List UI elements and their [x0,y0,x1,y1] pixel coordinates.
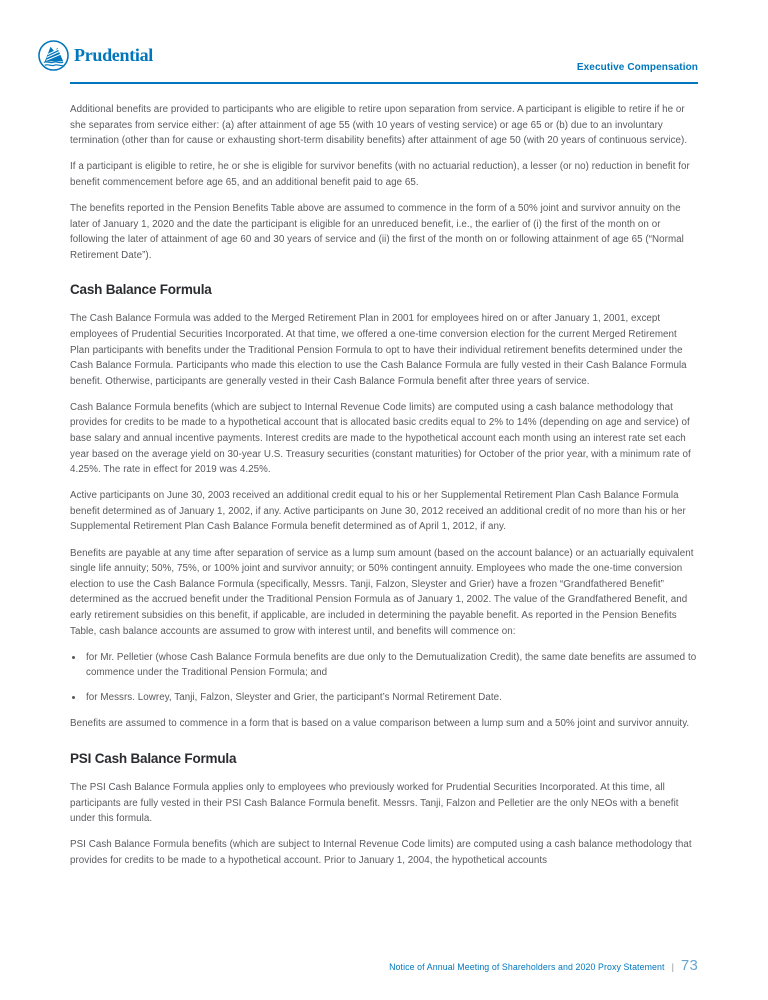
paragraph: The Cash Balance Formula was added to the Merged Retirement Plan in 2001 for employees hired on or after January 1, 2001, except employees of Prudential Securities Incorporated. At that time, we offered a one-time conversion election for the current Merged Retirement Plan participants with benefits under the Traditional Pension Formula to opt to have their individual retirement benefits determined under the Cash Balance Formula. Participants who made this election to use the Cash Balance Formula are fully vested in their Cash Balance Formula benefit. Otherwise, participants are generally vested in their Cash Balance Formula benefit after three years of service. [70,313,687,387]
paragraph: If a participant is eligible to retire, he or she is eligible for survivor benefits (with no actuarial reduction), a lesser (or no) reduction in benefit for benefit commencement before age 65, and an additional benefit paid to age 65. [70,161,690,188]
section-heading-psi-cash-balance-formula: PSI Cash Balance Formula [70,751,237,766]
prudential-rock-logo-icon [38,40,69,71]
paragraph: Cash Balance Formula benefits (which are subject to Internal Revenue Code limits) are computed using a cash balance methodology that provides for credits to be made to a hypothetical account that is allocated basic credits equal to 2% to 14% (depending on age and service) of base salary and annual incentive payments. Interest credits are made to the hypothetical account each month using an interest rate set each year based on the average yield on 30-year U.S. Treasury securities (constant maturities) for October of the prior year, with a minimum rate of 4.25%. The rate in effect for 2019 was 4.25%. [70,401,691,476]
header-divider [70,82,698,84]
paragraph: PSI Cash Balance Formula benefits (which are subject to Internal Revenue Code limits) are computed using a cash balance methodology that provides for credits to be made to a hypothetical account. Prior to January 1, 2004, the hypothetical accounts [70,839,692,866]
paragraph: Additional benefits are provided to participants who are eligible to retire upon separation from service. A participant is eligible to retire if he or she separates from service either: (a) after attainment of age 55 (with 10 years of vesting service) or age 65 or (b) due to an involuntary termination (other than for cause or exhausting short-term disability benefits) after attainment of age 50 (with 20 years of continuous service). [70,104,688,147]
section-heading-cash-balance-formula: Cash Balance Formula [70,282,212,298]
footer-separator: | [671,962,674,972]
paragraph: The benefits reported in the Pension Benefits Table above are assumed to commence in the form of a 50% joint and survivor annuity on the later of January 1, 2020 and the date the participant is eligible for an unreduced benefit, i.e., the earlier of (i) the first of the month on or following the later of attainment of age 60 and 30 years of service and (ii) the first of the month on or following attainment of age 65 (“Normal Retirement Date”). [70,202,684,261]
bullet-list [70,650,698,706]
page-number: 73 [680,957,698,974]
footer-text: Notice of Annual Meeting of Shareholders and 2020 Proxy Statement [389,962,665,972]
section-label: Executive Compensation [576,62,698,73]
page-header [70,40,698,77]
document-body [70,102,698,879]
paragraph: Active participants on June 30, 2003 received an additional credit equal to his or her Supplemental Retirement Plan Cash Balance Formula benefit determined as of January 1, 2002, if any. Active participants on June 30, 2012 received an additional credit of no more than his or her Supplemental Retirement Plan Cash Balance Formula benefit determined as of April 1, 2012, if any. [70,490,686,533]
list-item: • for Messrs. Lowrey, Tanji, Falzon, Sleyster and Grier, the participant’s Normal Retirement Date. [84,690,698,706]
prudential-brand [38,40,153,71]
page-footer [389,957,698,974]
brand-wordmark: Prudential [74,45,154,65]
paragraph: Benefits are payable at any time after separation of service as a lump sum amount (based on the account balance) or an actuarially equivalent single life annuity; 50%, 75%, or 100% joint and survivor annuity; or 50% contingent annuity. Employees who made the one-time conversion election to use the Cash Balance Formula (specifically, Messrs. Tanji, Falzon, Sleyster and Grier) have a frozen “Grandfathered Benefit” determined as the accrued benefit under the Traditional Pension Formula as of January 1, 2002. The value of the Grandfathered Benefit, and early retirement subsidies on this benefit, if applicable, are included in determining the payable benefit. As reported in the Pension Benefits Table, cash balance accounts are assumed to grow with interest until, and benefits will commence on: [70,547,694,637]
paragraph: Benefits are assumed to commence in a form that is based on a value comparison between a lump sum and a 50% joint and survivor annuity. [70,718,690,730]
paragraph: The PSI Cash Balance Formula applies only to employees who previously worked for Prudential Securities Incorporated. At this time, all participants are fully vested in their PSI Cash Balance Formula benefit. Messrs. Tanji, Falzon and Pelletier are the only NEOs with a benefit under this formula. [70,782,679,825]
list-item: • for Mr. Pelletier (whose Cash Balance Formula benefits are due only to the Demutualization Credit), the same date benefits are assumed to commence under the Traditional Pension Formula; and [84,650,698,681]
